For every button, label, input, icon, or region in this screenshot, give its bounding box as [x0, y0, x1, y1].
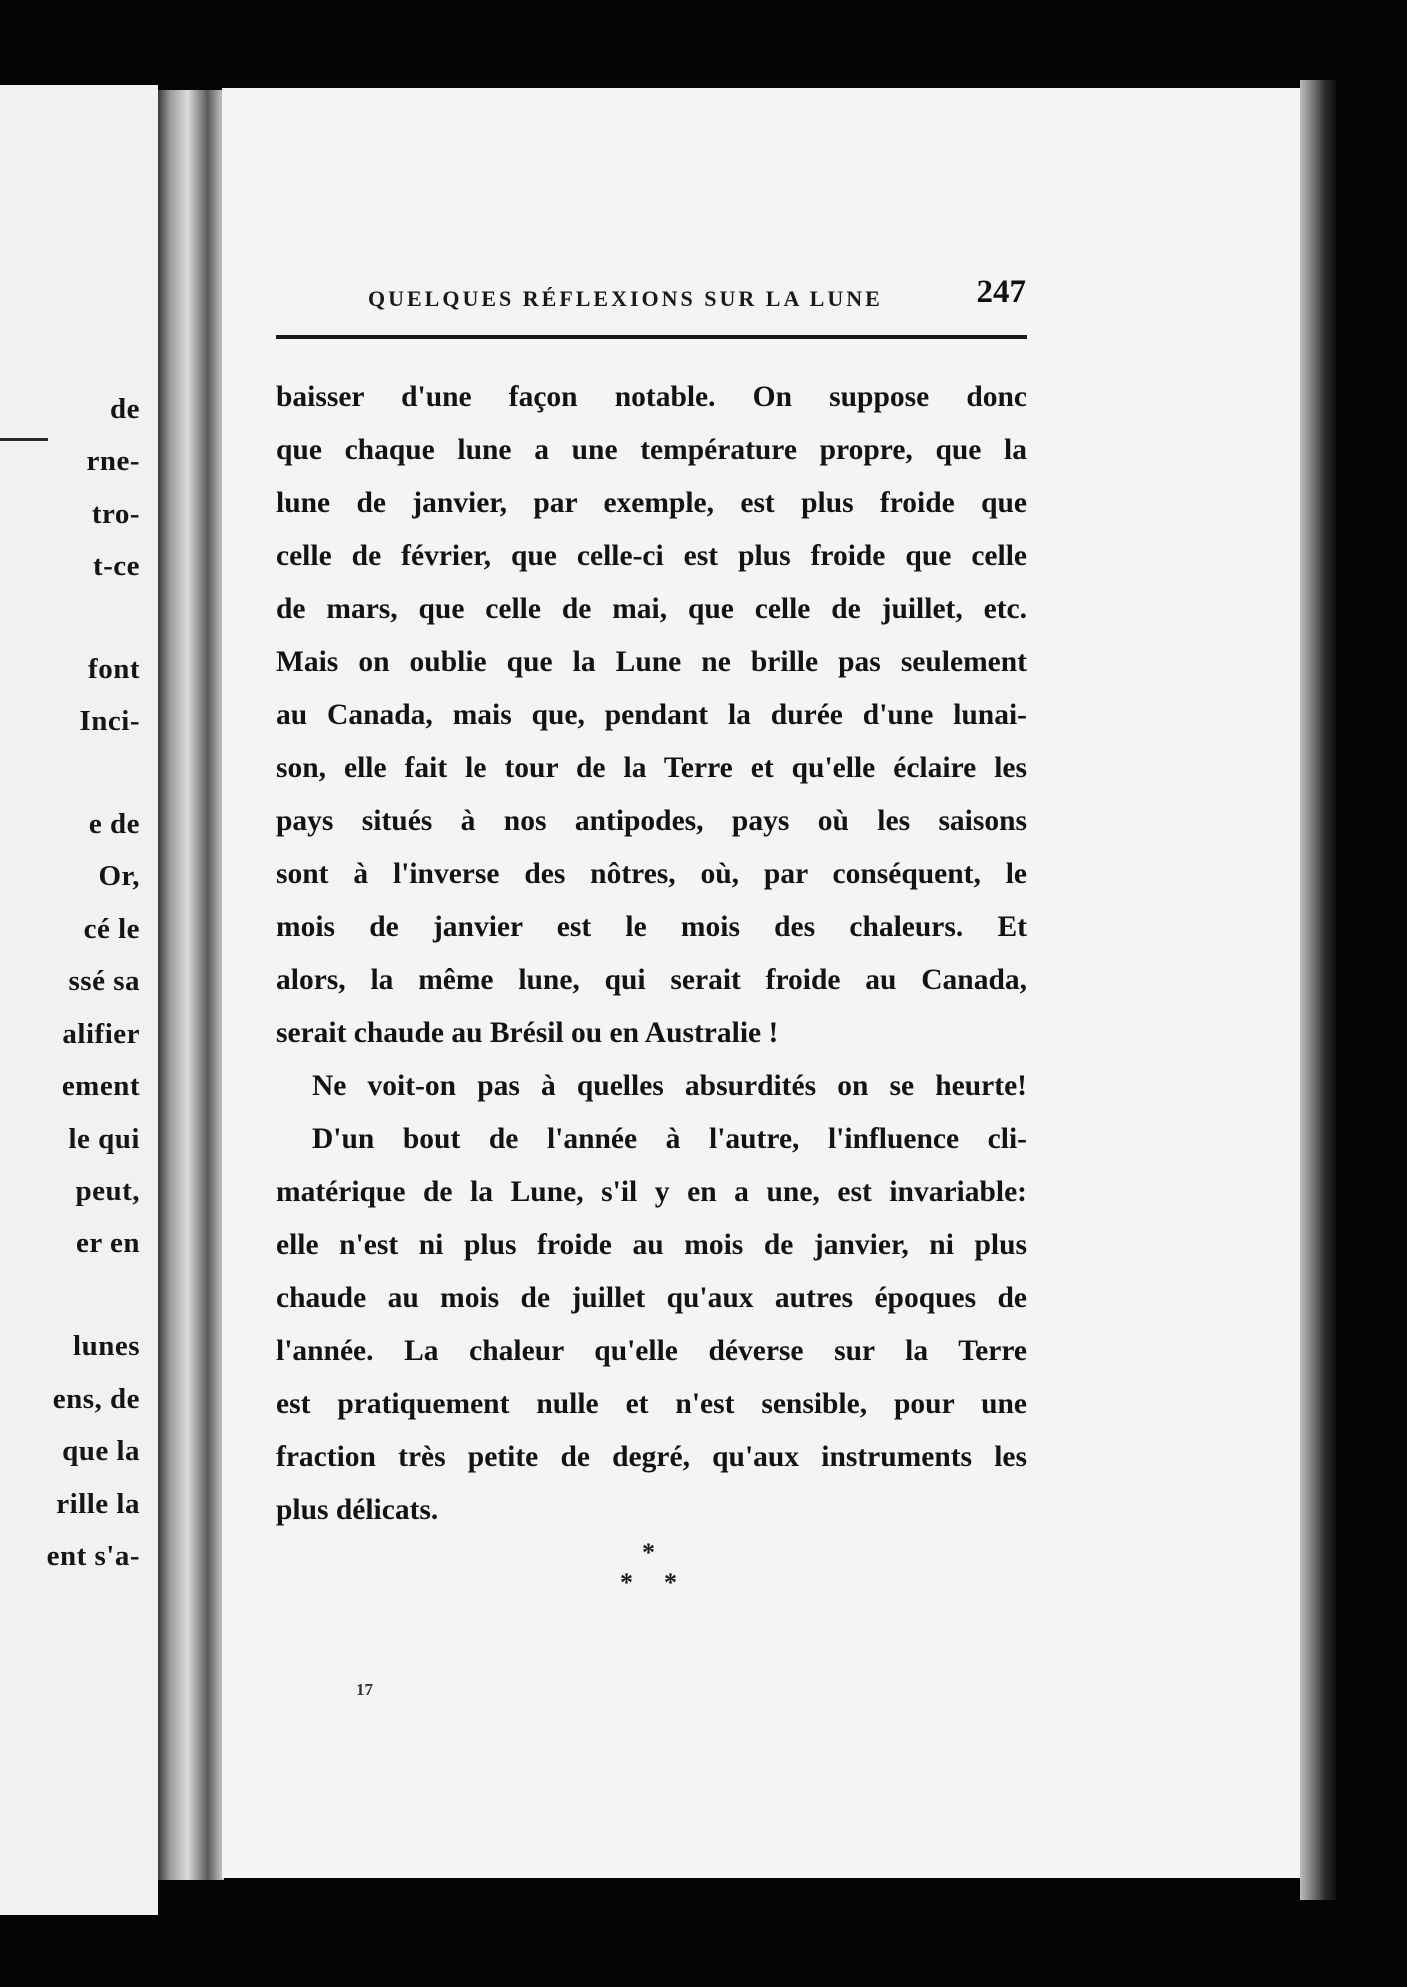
- previous-page-line: le qui: [68, 1123, 140, 1155]
- text-line: matérique de la Lune, s'il y en a une, est invariable:: [276, 1176, 1027, 1208]
- previous-page-line: e de: [88, 808, 140, 840]
- running-header: [276, 274, 1026, 324]
- text-line: l'année. La chaleur qu'elle déverse sur la Terre: [276, 1335, 1027, 1367]
- header-rule: [276, 335, 1027, 339]
- text-line: mois de janvier est le mois des chaleurs. Et: [276, 911, 1027, 943]
- text-line: serait chaude au Brésil ou en Australie !: [276, 1017, 779, 1049]
- text-line: Mais on oublie que la Lune ne brille pas seulement: [276, 646, 1027, 678]
- text-line: baisser d'une façon notable. On suppose donc: [276, 381, 1027, 413]
- text-line: alors, la même lune, qui serait froide au Canada,: [276, 964, 1027, 996]
- asterisk: *: [642, 1538, 655, 1567]
- previous-page-line: t-ce: [92, 550, 140, 582]
- text-line: pays situés à nos antipodes, pays où les saisons: [276, 805, 1027, 837]
- running-title: QUELQUES RÉFLEXIONS SUR LA LUNE: [368, 286, 883, 311]
- text-line: son, elle fait le tour de la Terre et qu'elle éclaire les: [276, 752, 1027, 784]
- page-edge: [1300, 80, 1336, 1900]
- previous-page-line: rille la: [56, 1488, 140, 1520]
- signature-mark: 17: [356, 1680, 373, 1699]
- previous-page-line: font: [88, 653, 140, 685]
- book-gutter: [158, 90, 224, 1880]
- text-line: que chaque lune a une température propre, que la: [276, 434, 1027, 466]
- text-line: est pratiquement nulle et n'est sensible, pour une: [276, 1388, 1027, 1420]
- previous-page-line: rne-: [86, 445, 140, 477]
- text-line: lune de janvier, par exemple, est plus froide que: [276, 487, 1027, 519]
- previous-page-line: Or,: [98, 860, 140, 892]
- text-line: chaude au mois de juillet qu'aux autres époques de: [276, 1282, 1027, 1314]
- text-line: au Canada, mais que, pendant la durée d'une lunai-: [276, 699, 1027, 731]
- previous-page-fragment: [0, 85, 158, 1915]
- previous-page-line: tro-: [91, 498, 140, 530]
- previous-page-line: de: [110, 393, 140, 425]
- text-line: sont à l'inverse des nôtres, où, par conséquent, le: [276, 858, 1027, 890]
- previous-page-line: ement: [61, 1070, 140, 1102]
- text-line: plus délicats.: [276, 1494, 439, 1526]
- previous-page-line: peut,: [75, 1175, 140, 1207]
- asterisk: *: [620, 1568, 633, 1597]
- text-line: fraction très petite de degré, qu'aux instruments les: [276, 1441, 1027, 1473]
- previous-page-line: ssé sa: [68, 965, 140, 997]
- previous-page-line: que la: [62, 1435, 140, 1467]
- previous-page-line: alifier: [62, 1018, 140, 1050]
- text-line: elle n'est ni plus froide au mois de janvier, ni plus: [276, 1229, 1027, 1261]
- previous-page-line: ent s'a-: [46, 1540, 140, 1572]
- text-line: Ne voit-on pas à quelles absurdités on se heurte!: [312, 1070, 1027, 1102]
- previous-page-line: lunes: [73, 1330, 140, 1362]
- text-line: D'un bout de l'année à l'autre, l'influence cli-: [312, 1123, 1027, 1155]
- previous-page-line: Inci-: [79, 705, 140, 737]
- previous-page-line: cé le: [83, 913, 140, 945]
- body-text: [276, 371, 1027, 1537]
- text-line: de mars, que celle de mai, que celle de juillet, etc.: [276, 593, 1027, 625]
- previous-page-rule: [0, 438, 48, 441]
- page-number: 247: [976, 274, 1026, 310]
- asterisk: *: [664, 1568, 677, 1597]
- text-line: celle de février, que celle-ci est plus froide que celle: [276, 540, 1027, 572]
- asterism-section-break: [600, 1538, 700, 1598]
- previous-page-line: ens, de: [52, 1383, 140, 1415]
- previous-page-line: er en: [76, 1227, 140, 1259]
